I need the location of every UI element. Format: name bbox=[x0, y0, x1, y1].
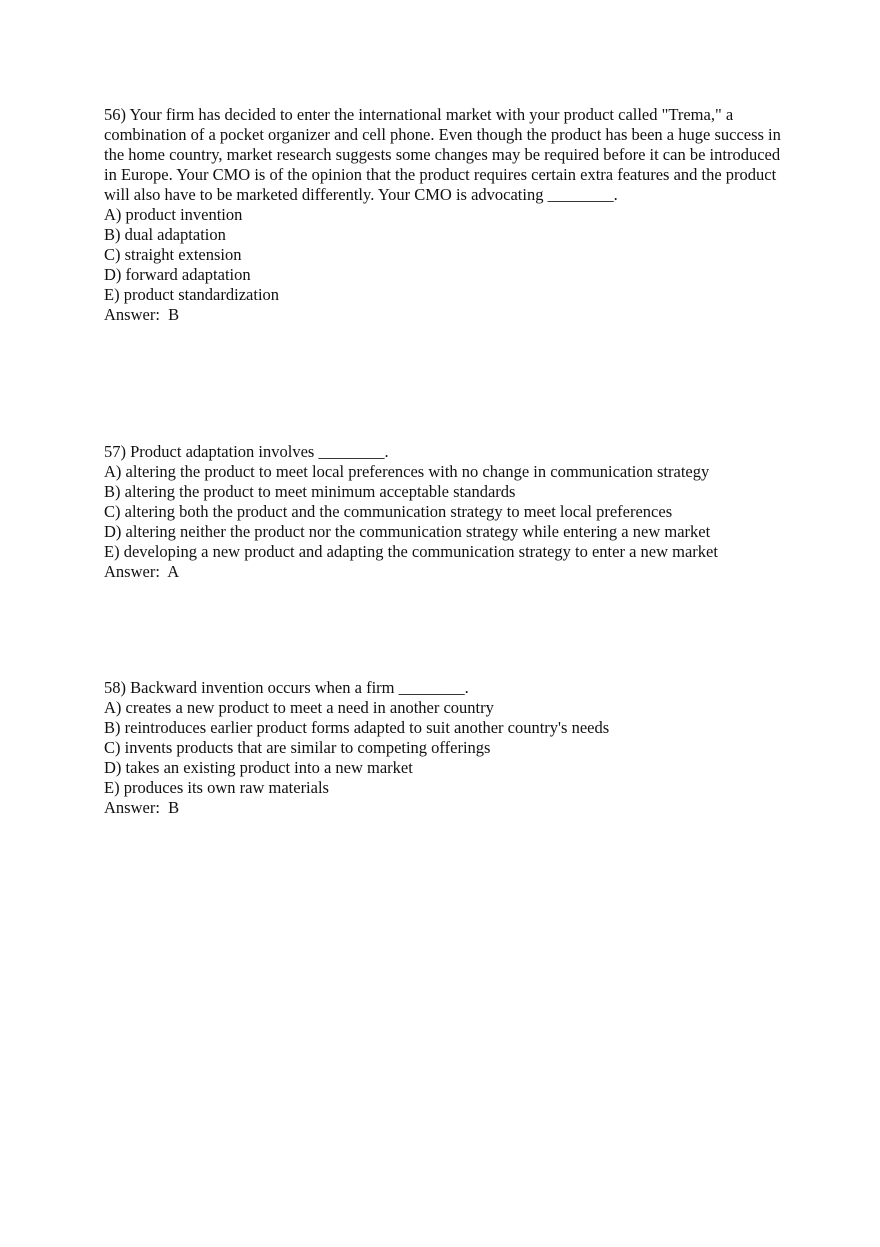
question-stem: 56) Your firm has decided to enter the international market with your product called "Trema," a combination of a pocket organizer and cell phone. Even though the product has been a huge success in the home country, market research suggests some changes may be required before it can be introduced in Europe. Your CMO is of the opinion that the product requires certain extra features and the product will also have to be marketed differently. Your CMO is advocating ________. bbox=[104, 105, 781, 204]
answer-key: Answer: B bbox=[104, 798, 180, 817]
question-56 bbox=[104, 105, 784, 325]
question-57 bbox=[104, 442, 784, 582]
answer-key: Answer: A bbox=[104, 562, 180, 581]
option-b: B) altering the product to meet minimum acceptable standards bbox=[104, 482, 516, 501]
option-b: B) reintroduces earlier product forms adapted to suit another country's needs bbox=[104, 718, 610, 737]
option-a: A) creates a new product to meet a need in another country bbox=[104, 698, 494, 717]
question-stem: 57) Product adaptation involves ________. bbox=[104, 442, 389, 461]
option-d: D) takes an existing product into a new market bbox=[104, 758, 413, 777]
answer-options bbox=[104, 205, 784, 305]
question-stem: 58) Backward invention occurs when a firm ________. bbox=[104, 678, 469, 697]
answer-key: Answer: B bbox=[104, 305, 180, 324]
option-c: C) invents products that are similar to competing offerings bbox=[104, 738, 491, 757]
option-d: D) forward adaptation bbox=[104, 265, 251, 284]
option-e: E) produces its own raw materials bbox=[104, 778, 329, 797]
option-a: A) product invention bbox=[104, 205, 243, 224]
answer-options bbox=[104, 462, 784, 562]
option-b: B) dual adaptation bbox=[104, 225, 226, 244]
question-58 bbox=[104, 678, 784, 818]
option-e: E) product standardization bbox=[104, 285, 280, 304]
answer-options bbox=[104, 698, 784, 798]
option-d: D) altering neither the product nor the communication strategy while entering a new market bbox=[104, 522, 711, 541]
option-e: E) developing a new product and adapting the communication strategy to enter a new market bbox=[104, 542, 718, 561]
option-c: C) altering both the product and the communication strategy to meet local preferences bbox=[104, 502, 673, 521]
option-a: A) altering the product to meet local preferences with no change in communication strategy bbox=[104, 462, 710, 481]
option-c: C) straight extension bbox=[104, 245, 242, 264]
